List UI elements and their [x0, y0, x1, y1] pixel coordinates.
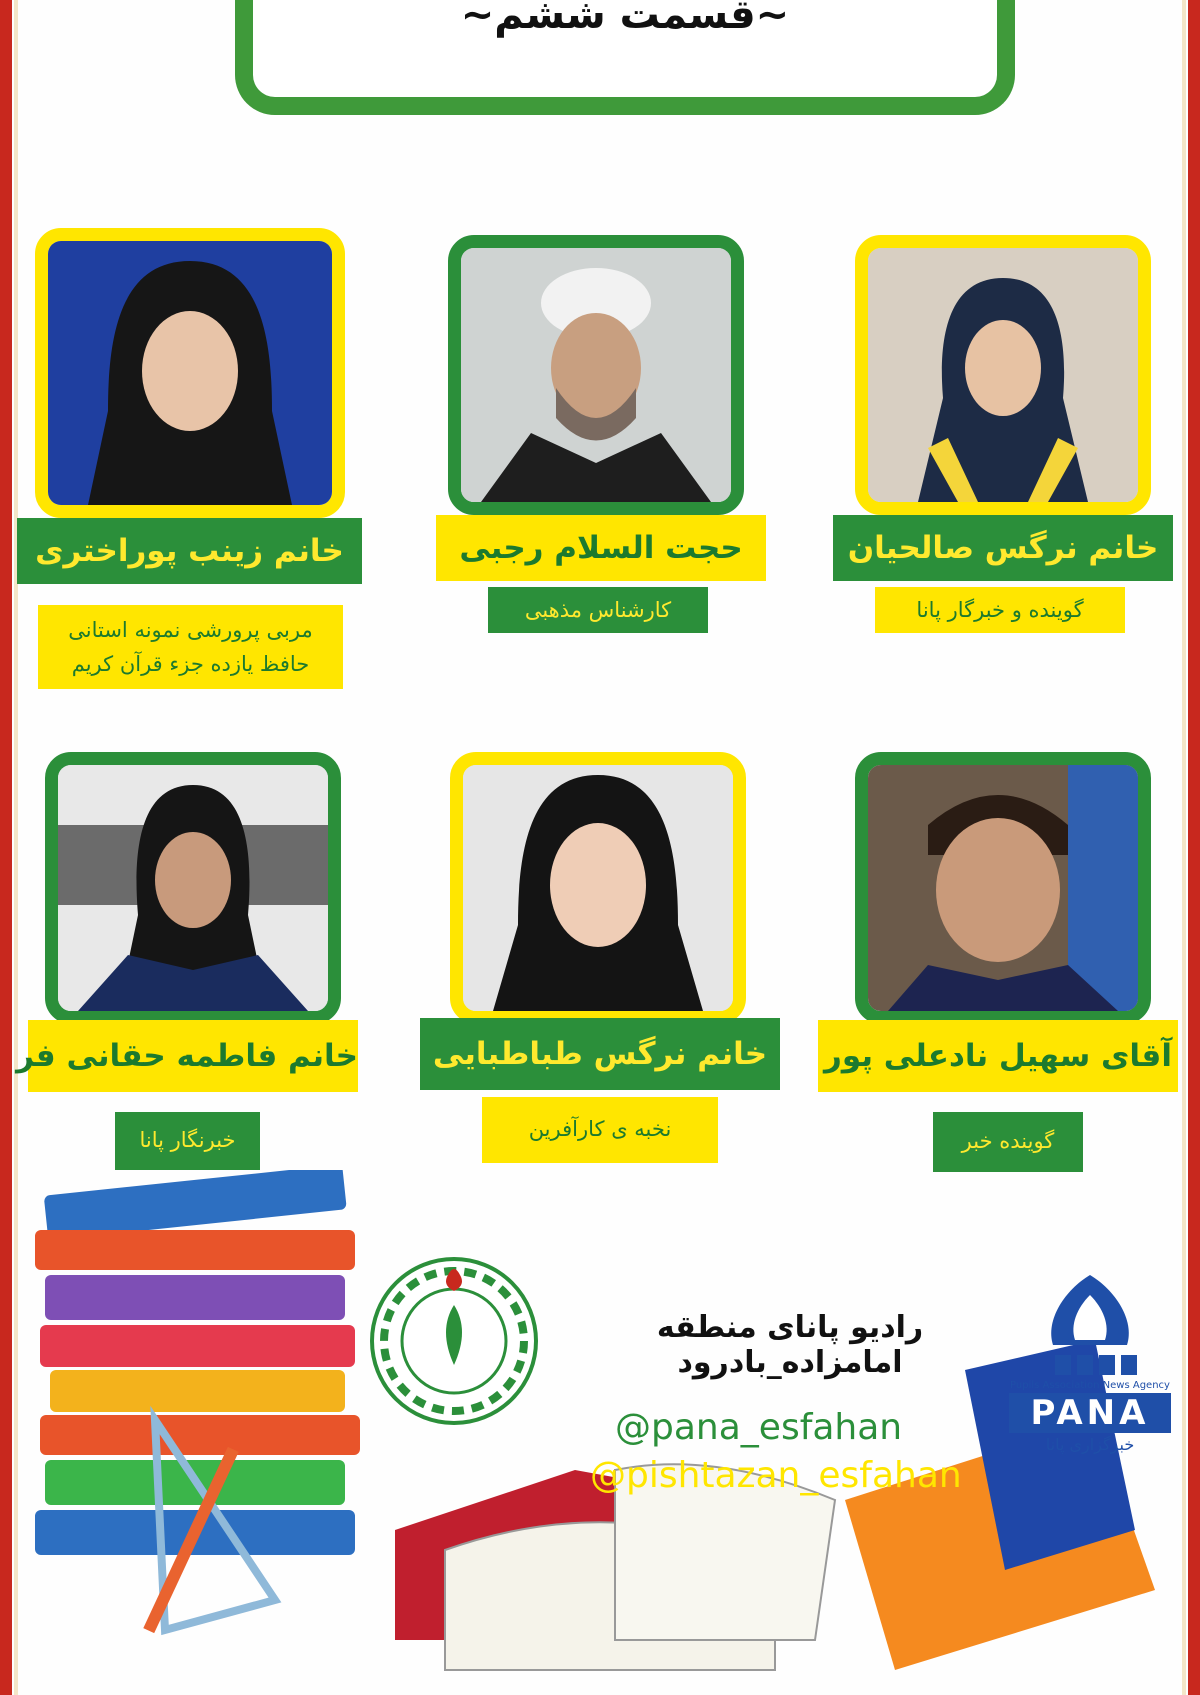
portrait-image [868, 765, 1138, 1011]
books-illustration [15, 1170, 1175, 1695]
page-title: ~قسمت ششم~ [460, 0, 790, 38]
person-role: کارشناس مذهبی [488, 587, 708, 633]
left-border [0, 0, 12, 1695]
person-name: خانم زینب پوراختری [17, 518, 362, 584]
handle-primary: @pana_esfahan [615, 1407, 903, 1448]
person-name: خانم نرگس طباطبایی [420, 1018, 780, 1090]
portrait-image [461, 248, 731, 502]
person-photo [35, 228, 345, 518]
person-photo [450, 752, 746, 1024]
pana-agency-en: Pupils Association News Agency [1010, 1380, 1170, 1391]
person-photo [448, 235, 744, 515]
person-role: گوینده خبر [933, 1112, 1083, 1172]
program-title: رادیو پانای منطقه امامزاده_بادرود [656, 1310, 924, 1380]
portrait-image [48, 241, 332, 505]
person-name: خانم فاطمه حقانی فر [28, 1020, 358, 1092]
handle-secondary: @pishtazan_esfahan [590, 1455, 962, 1496]
person-role: خبرنگار پانا [115, 1112, 260, 1170]
right-border [1188, 0, 1200, 1695]
portrait-image [58, 765, 328, 1011]
person-name: حجت السلام رجبی [436, 515, 766, 581]
person-role: مربی پرورشی نمونه استانی حافظ یازده جزء قرآن کریم [38, 605, 343, 689]
person-name: خانم نرگس صالحیان [833, 515, 1173, 581]
header-frame [235, 0, 1015, 115]
person-photo [855, 752, 1151, 1024]
person-role: نخبه ی کارآفرین [482, 1097, 718, 1163]
pana-agency-fa: خبرگزاری پانا [1045, 1435, 1135, 1454]
person-photo [45, 752, 341, 1024]
portrait-image [463, 765, 733, 1011]
person-name: آقای سهیل نادعلی پور [818, 1020, 1178, 1092]
pana-logo-icon [1005, 1270, 1175, 1470]
pana-wordmark: PANA [1009, 1393, 1171, 1433]
organization-seal-icon [368, 1255, 540, 1427]
portrait-image [868, 248, 1138, 502]
person-photo [855, 235, 1151, 515]
person-role: گوینده و خبرگار پانا [875, 587, 1125, 633]
